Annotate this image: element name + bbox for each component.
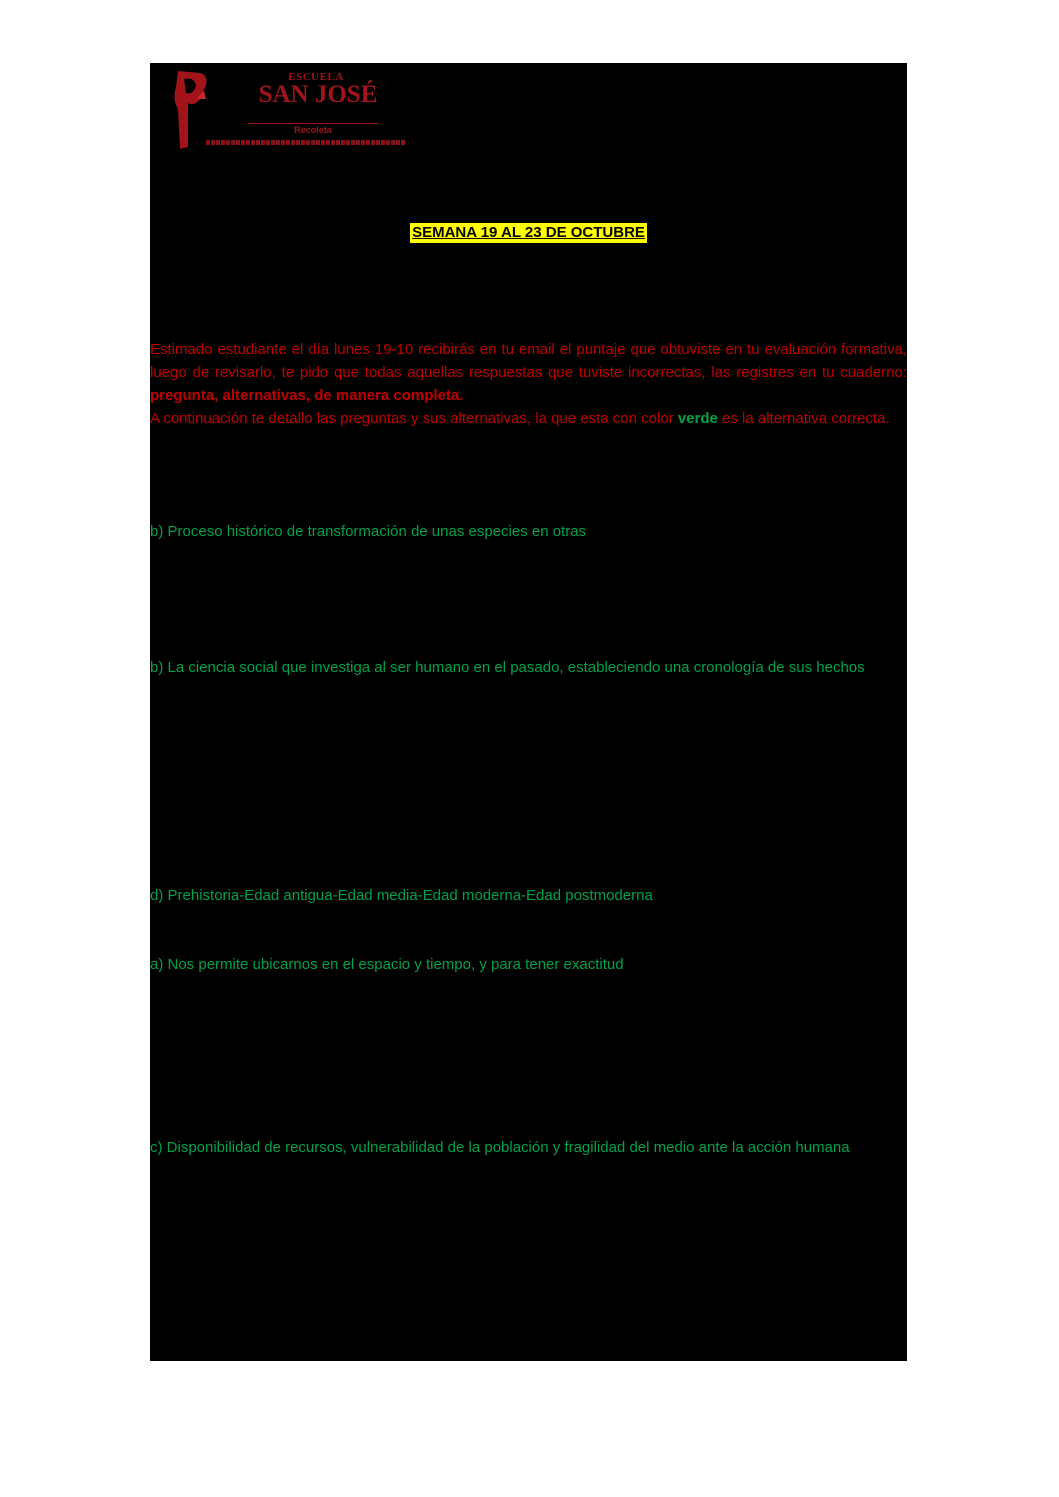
answer-5: c) Disponibilidad de recursos, vulnerabilidad de la población y fragilidad del medio ante la acción humana xyxy=(150,1139,850,1156)
document-page xyxy=(150,63,907,1361)
intro-green-word: verde xyxy=(677,410,718,427)
school-location: Recoleta xyxy=(294,125,332,135)
intro-line-2 xyxy=(150,407,907,430)
answer-2: b) La ciencia social que investiga al ser humano en el pasado, estableciendo una cronología de sus hechos xyxy=(150,659,865,676)
intro-text-3: es la alternativa correcta. xyxy=(717,410,890,427)
school-emblem-icon xyxy=(170,69,214,151)
intro-text-2: A continuación te detallo las preguntas y sus alternativas, la que esta con color xyxy=(150,410,678,427)
logo-divider xyxy=(248,123,378,124)
week-title-text: SEMANA 19 AL 23 DE OCTUBRE xyxy=(412,224,645,241)
answer-1: b) Proceso histórico de transformación de unas especies en otras xyxy=(150,523,587,540)
intro-line-1 xyxy=(150,338,907,407)
school-name: SAN JOSÉ xyxy=(258,81,378,108)
answer-3: d) Prehistoria-Edad antigua-Edad media-Edad moderna-Edad postmoderna xyxy=(150,887,653,904)
school-label-top: ESCUELA xyxy=(288,71,344,83)
school-motto-illegible xyxy=(206,140,406,145)
intro-text-1: Estimado estudiante el día lunes 19-10 recibirás en tu email el puntaje que obtuviste en tu evaluación formativa, luego de revisarlo, te pido que todas aquellas respuestas que tuviste incorrectas, las registres en tu cuaderno: xyxy=(150,341,907,381)
intro-bold-instruction: pregunta, alternativas, de manera completa. xyxy=(150,387,464,404)
intro-paragraph xyxy=(150,338,907,430)
answer-4: a) Nos permite ubicarnos en el espacio y tiempo, y para tener exactitud xyxy=(150,956,624,973)
school-logo xyxy=(170,67,390,153)
week-title xyxy=(150,223,907,243)
